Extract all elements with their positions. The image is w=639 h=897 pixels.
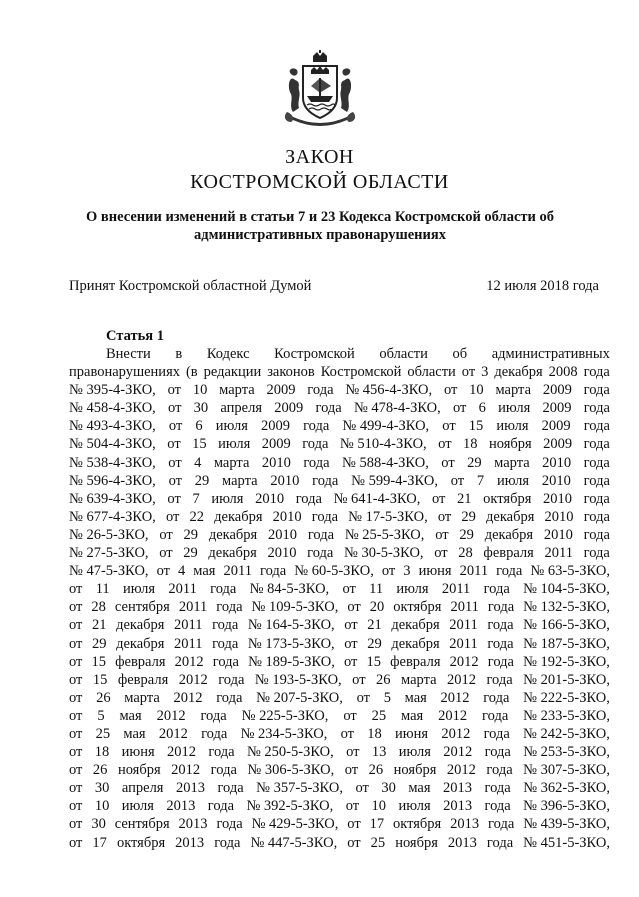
law-title: ЗАКОН [285,146,354,168]
body-text-line: от 15 февраля 2012 года № 193-5-ЗКО, от 26 марта 2012 года № 201-5-ЗКО, [69,671,610,688]
body-text-line: № 677-4-ЗКО, от 22 декабря 2010 года № 17-5-ЗКО, от 29 декабря 2010 года [69,508,610,525]
body-text-line: от 25 мая 2012 года № 234-5-ЗКО, от 18 июня 2012 года № 242-5-ЗКО, [69,725,610,742]
body-text-line: от 18 июня 2012 года № 250-5-ЗКО, от 13 июля 2012 года № 253-5-ЗКО, [69,744,610,761]
body-text-line: от 15 февраля 2012 года № 189-5-ЗКО, от 15 февраля 2012 года № 192-5-ЗКО, [69,653,610,670]
body-text-line: № 27-5-ЗКО, от 29 декабря 2010 года № 30-5-ЗКО, от 28 февраля 2011 года [69,545,610,562]
body-text-line: № 639-4-ЗКО, от 7 июля 2010 года № 641-4-ЗКО, от 21 октября 2010 года [69,490,610,507]
body-text-line: правонарушениях (в редакции законов Костромской области от 3 декабря 2008 года [69,364,610,381]
body-text-line: от 11 июля 2011 года № 84-5-ЗКО, от 11 июля 2011 года № 104-5-ЗКО, [69,581,610,598]
body-text-line: от 28 сентября 2011 года № 109-5-ЗКО, от 20 октября 2011 года № 132-5-ЗКО, [69,599,610,616]
law-subtitle: О внесении изменений в статьи 7 и 23 Кодекса Костромской области об административных правонарушениях [86,209,554,243]
law-region-title: КОСТРОМСКОЙ ОБЛАСТИ [190,171,449,193]
article-heading: Статья 1 [106,328,164,344]
body-text-line: от 10 июля 2013 года № 392-5-ЗКО, от 10 июля 2013 года № 396-5-ЗКО, [69,798,610,815]
body-text-line: от 30 апреля 2013 года № 357-5-ЗКО, от 30 мая 2013 года № 362-5-ЗКО, [69,780,610,797]
body-text-line: от 21 декабря 2011 года № 164-5-ЗКО, от 21 декабря 2011 года № 166-5-ЗКО, [69,617,610,634]
kostroma-coat-of-arms-icon [273,50,367,130]
body-text-line: № 458-4-ЗКО, от 30 апреля 2009 года № 478-4-ЗКО, от 6 июля 2009 года [69,400,610,417]
body-text-line: № 596-4-ЗКО, от 29 марта 2010 года № 599-4-ЗКО, от 7 июля 2010 года [69,472,610,489]
body-text-line: № 493-4-ЗКО, от 6 июля 2009 года № 499-4-ЗКО, от 15 июля 2009 года [69,418,610,435]
body-text-line: от 29 декабря 2011 года № 173-5-ЗКО, от 29 декабря 2011 года № 187-5-ЗКО, [69,635,610,652]
body-text-line: от 5 мая 2012 года № 225-5-ЗКО, от 25 мая 2012 года № 233-5-ЗКО, [69,707,610,724]
adoption-line [69,277,599,295]
body-text-line: № 504-4-ЗКО, от 15 июля 2009 года № 510-4-ЗКО, от 18 ноября 2009 года [69,436,610,453]
article-body [69,345,610,852]
body-text-line: № 538-4-ЗКО, от 4 марта 2010 года № 588-4-ЗКО, от 29 марта 2010 года [69,454,610,471]
body-text-line: Внести в Кодекс Костромской области об административных [106,346,610,362]
body-text-line: от 17 октября 2013 года № 447-5-ЗКО, от 25 ноября 2013 года № 451-5-ЗКО, [69,834,610,851]
body-text-line: от 26 марта 2012 года № 207-5-ЗКО, от 5 мая 2012 года № 222-5-ЗКО, [69,689,610,706]
body-text-line: № 395-4-ЗКО, от 10 марта 2009 года № 456-4-ЗКО, от 10 марта 2009 года [69,382,610,399]
body-text-line: от 26 ноября 2012 года № 306-5-ЗКО, от 26 ноября 2012 года № 307-5-ЗКО, [69,762,610,779]
body-text-line: от 30 сентября 2013 года № 429-5-ЗКО, от 17 октября 2013 года № 439-5-ЗКО, [69,816,610,833]
adopted-by-text: Принят Костромской областной Думой [69,278,312,294]
adoption-date: 12 июля 2018 года [486,278,599,294]
body-text-line: № 26-5-ЗКО, от 29 декабря 2010 года № 25-5-ЗКО, от 29 декабря 2010 года [69,526,610,543]
body-text-line: № 47-5-ЗКО, от 4 мая 2011 года № 60-5-ЗКО, от 3 июня 2011 года № 63-5-ЗКО, [69,563,610,580]
